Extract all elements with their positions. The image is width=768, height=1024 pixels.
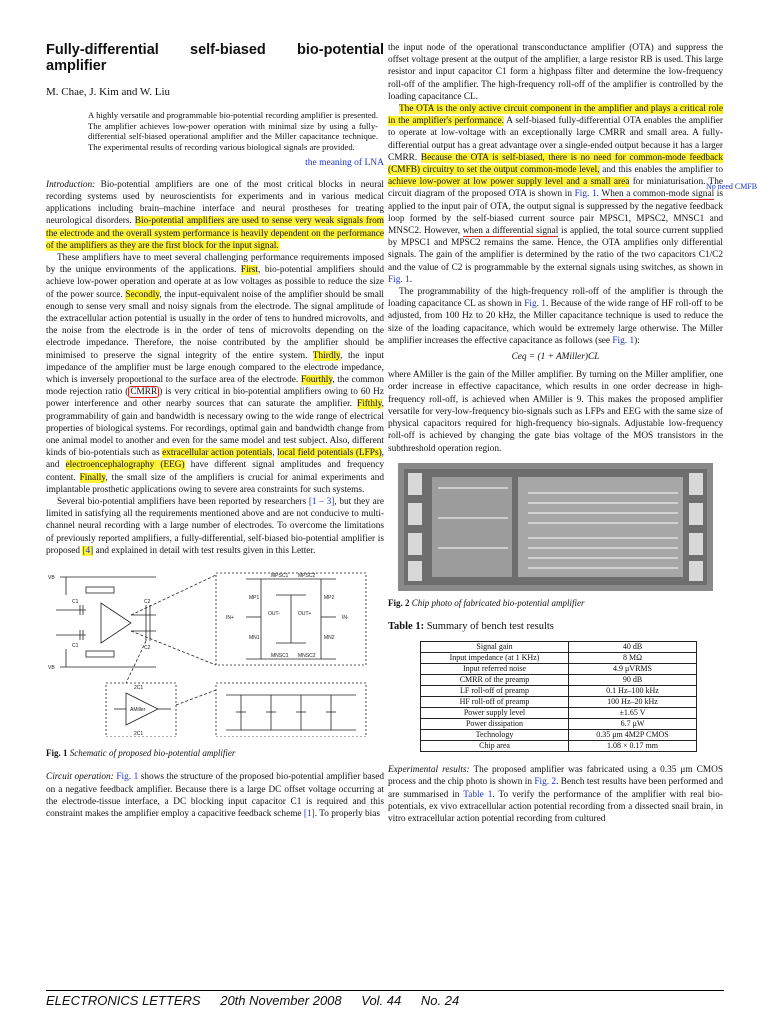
- fig1-label-2c1-bottom: 2C1: [134, 731, 144, 738]
- journal-date: 20th November 2008: [220, 993, 342, 1008]
- ota-bias-paragraph: the input node of the operational transconductance amplifier (OTA) and suppress the offset voltage present at the output of the amplifier, a large resistor RB is used. This large resistor and input capacitor C1 form a highpass filter and determine the low-frequency roll-off of the amplifier. The high-frequency roll-off of the amplifier is controlled by the loading capacitance CL.: [388, 43, 723, 102]
- ref-link-table1[interactable]: Table 1: [463, 789, 493, 800]
- fig1-label-c2-bottom: C2: [144, 645, 151, 652]
- fig1-label-vb-bottom: VB: [48, 665, 55, 672]
- paper-title: Fully-differential self-biased bio-potential amplifier: [46, 42, 384, 74]
- fig1-label-mn2: MN2: [324, 635, 335, 642]
- fig1-label-mp1: MP1: [249, 595, 260, 602]
- journal-footer: [46, 993, 726, 1008]
- miller-paragraph: where AMiller is the gain of the Miller amplifier. By turning on the Miller amplifier, one order increase in effective capacitance, which results in one order decrease in high-frequency roll-off, is achieved when AMiller is 9. This makes the proposed amplifier versatile for very-low-frequency bio-signals such as LFPs and EEG with the same size of physical capacitors required for high-frequency bio-signals. Adjustable low-frequency roll-off is achieved by changing the gate bias voltage of the MOS transistors in the subthreshold operation region.: [388, 370, 723, 454]
- table-cell-value: 8 MΩ: [569, 653, 697, 664]
- table-cell-value: 4.9 μVRMS: [569, 664, 697, 675]
- table-cell-parameter: Power supply level: [421, 708, 569, 719]
- table-row: [421, 686, 697, 697]
- fig1-label-c1-bottom: C1: [72, 643, 79, 650]
- journal-volume: Vol. 44: [361, 993, 402, 1008]
- underline-common-mode: When a common-mode signal: [601, 189, 715, 200]
- ref-link-4[interactable]: [4]: [82, 545, 94, 556]
- table-cell-parameter: Power dissipation: [421, 719, 569, 730]
- abstract: A highly versatile and programmable bio-potential recording amplifier is presented. The amplifier achieves low-power operation with minimal size by using a fully-differential self-biased operational amplifier and the Miller capacitance technique. The experimental results of recording various biological signals are provided.: [88, 110, 378, 152]
- footer-rule: [46, 990, 724, 991]
- table-cell-value: 1.08 × 0.17 mm: [569, 741, 697, 752]
- annotation-no-cmfb: No need CMFB: [706, 182, 758, 191]
- table-row: [421, 675, 697, 686]
- table-cell-parameter: Input referred noise: [421, 664, 569, 675]
- ref-link-1[interactable]: [1]: [303, 809, 315, 820]
- prior-work-paragraph: Several bio-potential amplifiers have been reported by researchers [1 – 3], but they are limited in satisfying all the requirements mentioned above and are not conducive to multi-channel neural recording with a large number of electrodes. To overcome the limitations of previously reported amplifiers, a fully-differential, self-biased bio-potential amplifier is proposed [4] and explained in detail with test results given in this Letter.: [46, 497, 384, 556]
- table-row: [421, 741, 697, 752]
- ref-link-fig1[interactable]: Fig. 1: [116, 772, 139, 783]
- table-cell-parameter: CMRR of the preamp: [421, 675, 569, 686]
- table-1-title: Table 1: Summary of bench test results: [388, 620, 554, 632]
- circuit-operation-paragraph: Circuit operation: Fig. 1 shows the structure of the proposed bio-potential amplifier based on a negative feedback amplifier. Because there is a large DC offset voltage occurring at the electrode-tissue interface, a DC blocking input capacitor C1 is required and this constraint makes the amplifier employ a capacitive feedback scheme [1]. To properly bias: [46, 772, 385, 820]
- table-cell-parameter: LF roll-off of preamp: [421, 686, 569, 697]
- underline-differential: when a differential signal: [462, 226, 559, 237]
- figure-1-schematic: [46, 565, 384, 737]
- ref-link-fig1-c[interactable]: Fig. 1: [388, 274, 410, 285]
- ref-link-fig1-b[interactable]: Fig. 1: [574, 189, 597, 200]
- intro-lead: Introduction:: [46, 179, 96, 190]
- fig1-label-2c1-top: 2C1: [134, 685, 144, 692]
- table-row: [421, 730, 697, 741]
- ref-link-fig1-e[interactable]: Fig. 1: [612, 335, 635, 346]
- requirements-paragraph: These amplifiers have to meet several challenging performance requirements imposed by the unique environments of the applications. First, bio-potential amplifiers should achieve low-power operation and operate at as low voltages as possible to reduce the size of the power source. Secondly, the input-equivalent noise of the amplifier should be small enough to sense very small and noisy signals from the electrode. The signal amplitude of the extracellular action potential is usually in the order of tens to hundred microvolts, and the noise from the electrode is in the order of tens of microvolts depending on the electrode impedance. Therefore, the noise contributed by the amplifier should be minimised to preserve the signal integrity of the entire system. Thirdly, the input impedance of the amplifier must be large enough compared to the electrode impedance, which is inversely proportional to the surface area of the electrode. Fourthly, the common mode rejection ratio ( CMRR ) is very critical in bio-potential amplifiers owing to 60 Hz power interference and other nearby sources that can saturate the amplifier. Fifthly, programmability of gain and bandwidth is necessary owing to the wide range of electrical properties of biological systems. For recordings, optimal gain and bandwidth change from one animal model to another and even for the same model and test subject. Also, different kinds of bio-potentials such as extracellular action potentials, local field potentials (LFPs), and electroencephalography (EEG) have different signal amplitudes and frequency content. Finally, the small size of the amplifiers is crucial for animal experiments and implantable prosthetic applications owing to severe area constraints for such systems.: [46, 253, 385, 495]
- highlight-cmfb: Because the OTA is self-biased, there is no need for common-mode feedback (CMFB) circuitry to set the output common-mode level,: [388, 152, 723, 176]
- experimental-results-paragraph: Experimental results: The proposed amplifier was fabricated using a 0.35 μm CMOS process and the chip photo is shown in Fig. 2. Bench test results have been performed and are summarised in Table 1. To verify the performance of the amplifier with real bio-potentials, ex vivo extracellular action potential recording from a dissected snail brain, in vitro extracellular action potential recording from cultured: [388, 765, 724, 824]
- table-row: [421, 719, 697, 730]
- highlight-secondly: Secondly: [125, 289, 160, 300]
- fig1-label-c1-top: C1: [72, 599, 79, 606]
- table-cell-value: 100 Hz–20 kHz: [569, 697, 697, 708]
- intro-paragraph: Introduction: Bio-potential amplifiers are one of the most critical blocks in neural recording systems used by neuroscientists for experiments and in various medical applications including brain–machine interface and neural prostheses for treating neurological disorders. Bio-potential amplifiers are used to sense very weak signals from the electrode and the overall system performance is heavily dependent on the performance of the amplifiers as they are the first block for the input signal.: [46, 179, 384, 251]
- table-row: [421, 697, 697, 708]
- annotation-lna: the meaning of LNA: [305, 157, 384, 168]
- highlight-finally: Finally: [79, 472, 106, 483]
- highlight-ota: The OTA is the only active circuit component in the amplifier and plays a critical role in the amplifier's performance.: [388, 104, 723, 127]
- left-column: [46, 42, 384, 820]
- ref-link-1-3[interactable]: [1 – 3]: [308, 497, 335, 508]
- ref-link-fig1-d[interactable]: Fig. 1: [524, 299, 546, 310]
- fig1-label-mnsc1: MNSC1: [271, 653, 289, 660]
- highlight-low-power: achieve low-power at low power supply level and a small area: [388, 177, 630, 188]
- highlight-lfp: local field potentials (LFPs): [277, 448, 382, 459]
- table-row: [421, 708, 697, 719]
- ota-paragraph: The OTA is the only active circuit component in the amplifier and plays a critical role in the amplifier's performance. A self-biased fully-differential OTA enables the amplifier to operate at low-voltage with an exceptionally large CMRR and small area. A fully-differential output has a great advantage over a single-ended output because it has a larger CMRR. Because the OTA is self-biased, there is no need for common-mode feedback (CMFB) circuitry to set the output common-mode level, and this enables the amplifier to achieve low-power at low power supply level and a small area for miniaturisation. The circuit diagram of the proposed OTA is shown in Fig. 1. When a common-mode signal is applied to the input pair of OTA, the output signal is suppressed by the negative feedback loop formed by the self-biased current source pair MPSC1, MPSC2, MNSC1 and MNSC2. However, when a differential signal is applied, the total source current supplied by MPSC1 and MPSC2 remains the same. Hence, the OTA amplifies only differential signals. The gain of the amplifier is determined by the ratio of the two capacitors C1/C2 and the value of C2 is programmable by the external signals using switches, as shown in Fig. 1.: [388, 104, 724, 285]
- table-cell-parameter: Technology: [421, 730, 569, 741]
- figure-2-caption: Fig. 2 Chip photo of fabricated bio-potential amplifier: [388, 597, 585, 608]
- table-cell-value: 6.7 μW: [569, 719, 697, 730]
- table-cell-value: 0.1 Hz–100 kHz: [569, 686, 697, 697]
- fig1-label-in-plus: IN+: [226, 615, 234, 622]
- fig1-label-amiller: AMiller: [130, 707, 146, 714]
- fig1-label-vb-top: VB: [48, 575, 55, 582]
- cmrr-circled: CMRR: [130, 387, 158, 398]
- fig1-label-mp2: MP2: [324, 595, 335, 602]
- table-cell-value: 90 dB: [569, 675, 697, 686]
- highlight-intro: Bio-potential amplifiers are used to sense very weak signals from the electrode and the overall system performance is heavily dependent on the performance of the amplifiers as they are the first block for the input signal.: [46, 216, 384, 251]
- fig1-label-in-minus: IN-: [342, 615, 349, 622]
- figure-1-caption: Fig. 1 Schematic of proposed bio-potential amplifier: [46, 748, 236, 759]
- bench-test-table: [420, 641, 697, 752]
- table-cell-parameter: HF roll-off of preamp: [421, 697, 569, 708]
- table-cell-parameter: Input impedance (at 1 KHz): [421, 653, 569, 664]
- table-cell-value: 0.35 μm 4M2P CMOS: [569, 730, 697, 741]
- highlight-thirdly: Thirdly: [312, 350, 341, 361]
- highlight-eap: extracellular action potentials: [162, 448, 273, 459]
- fig1-label-mpsc2: MPSC2: [298, 573, 316, 580]
- table-row: [421, 664, 697, 675]
- fig1-label-mpsc1: MPSC1: [271, 573, 289, 580]
- authors: M. Chae, J. Kim and W. Liu: [46, 86, 171, 98]
- chip-photo: [398, 463, 713, 591]
- table-cell-value: 40 dB: [569, 642, 697, 653]
- journal-number: No. 24: [420, 993, 460, 1008]
- table-row: [421, 642, 697, 653]
- fig1-label-out-minus: OUT-: [268, 611, 280, 618]
- fig1-label-out-plus: OUT+: [298, 611, 312, 618]
- miller-equation: Ceq = (1 + AMiller)CL: [511, 352, 600, 363]
- highlight-fifthly: Fifthly: [356, 399, 382, 410]
- fig1-label-mn1: MN1: [249, 635, 260, 642]
- journal-name: ELECTRONICS LETTERS: [46, 993, 201, 1008]
- right-column: [388, 42, 723, 825]
- table-cell-parameter: Chip area: [421, 741, 569, 752]
- fig1-label-c2-top: C2: [144, 599, 151, 606]
- table-cell-value: ±1.65 V: [569, 708, 697, 719]
- highlight-first: First: [240, 265, 258, 276]
- programmability-paragraph: The programmability of the high-frequency roll-off of the amplifier is through the loading capacitance CL as shown in Fig. 1. Because of the wide range of HF roll-off to be adjusted, from 100 Hz to 20 kHz, the Miller capacitance technique is used to reduce the size of the loading capacitance, which would be extremely large otherwise. The Miller amplifier increases the effective capacitance as follows (see Fig. 1):: [388, 287, 724, 346]
- table-cell-parameter: Signal gain: [421, 642, 569, 653]
- ref-link-fig2[interactable]: Fig. 2: [534, 777, 557, 788]
- highlight-fourthly: Fourthly: [300, 375, 333, 386]
- fig1-label-mnsc2: MNSC2: [298, 653, 316, 660]
- highlight-eeg: electroencephalography (EEG): [65, 460, 185, 471]
- table-row: [421, 653, 697, 664]
